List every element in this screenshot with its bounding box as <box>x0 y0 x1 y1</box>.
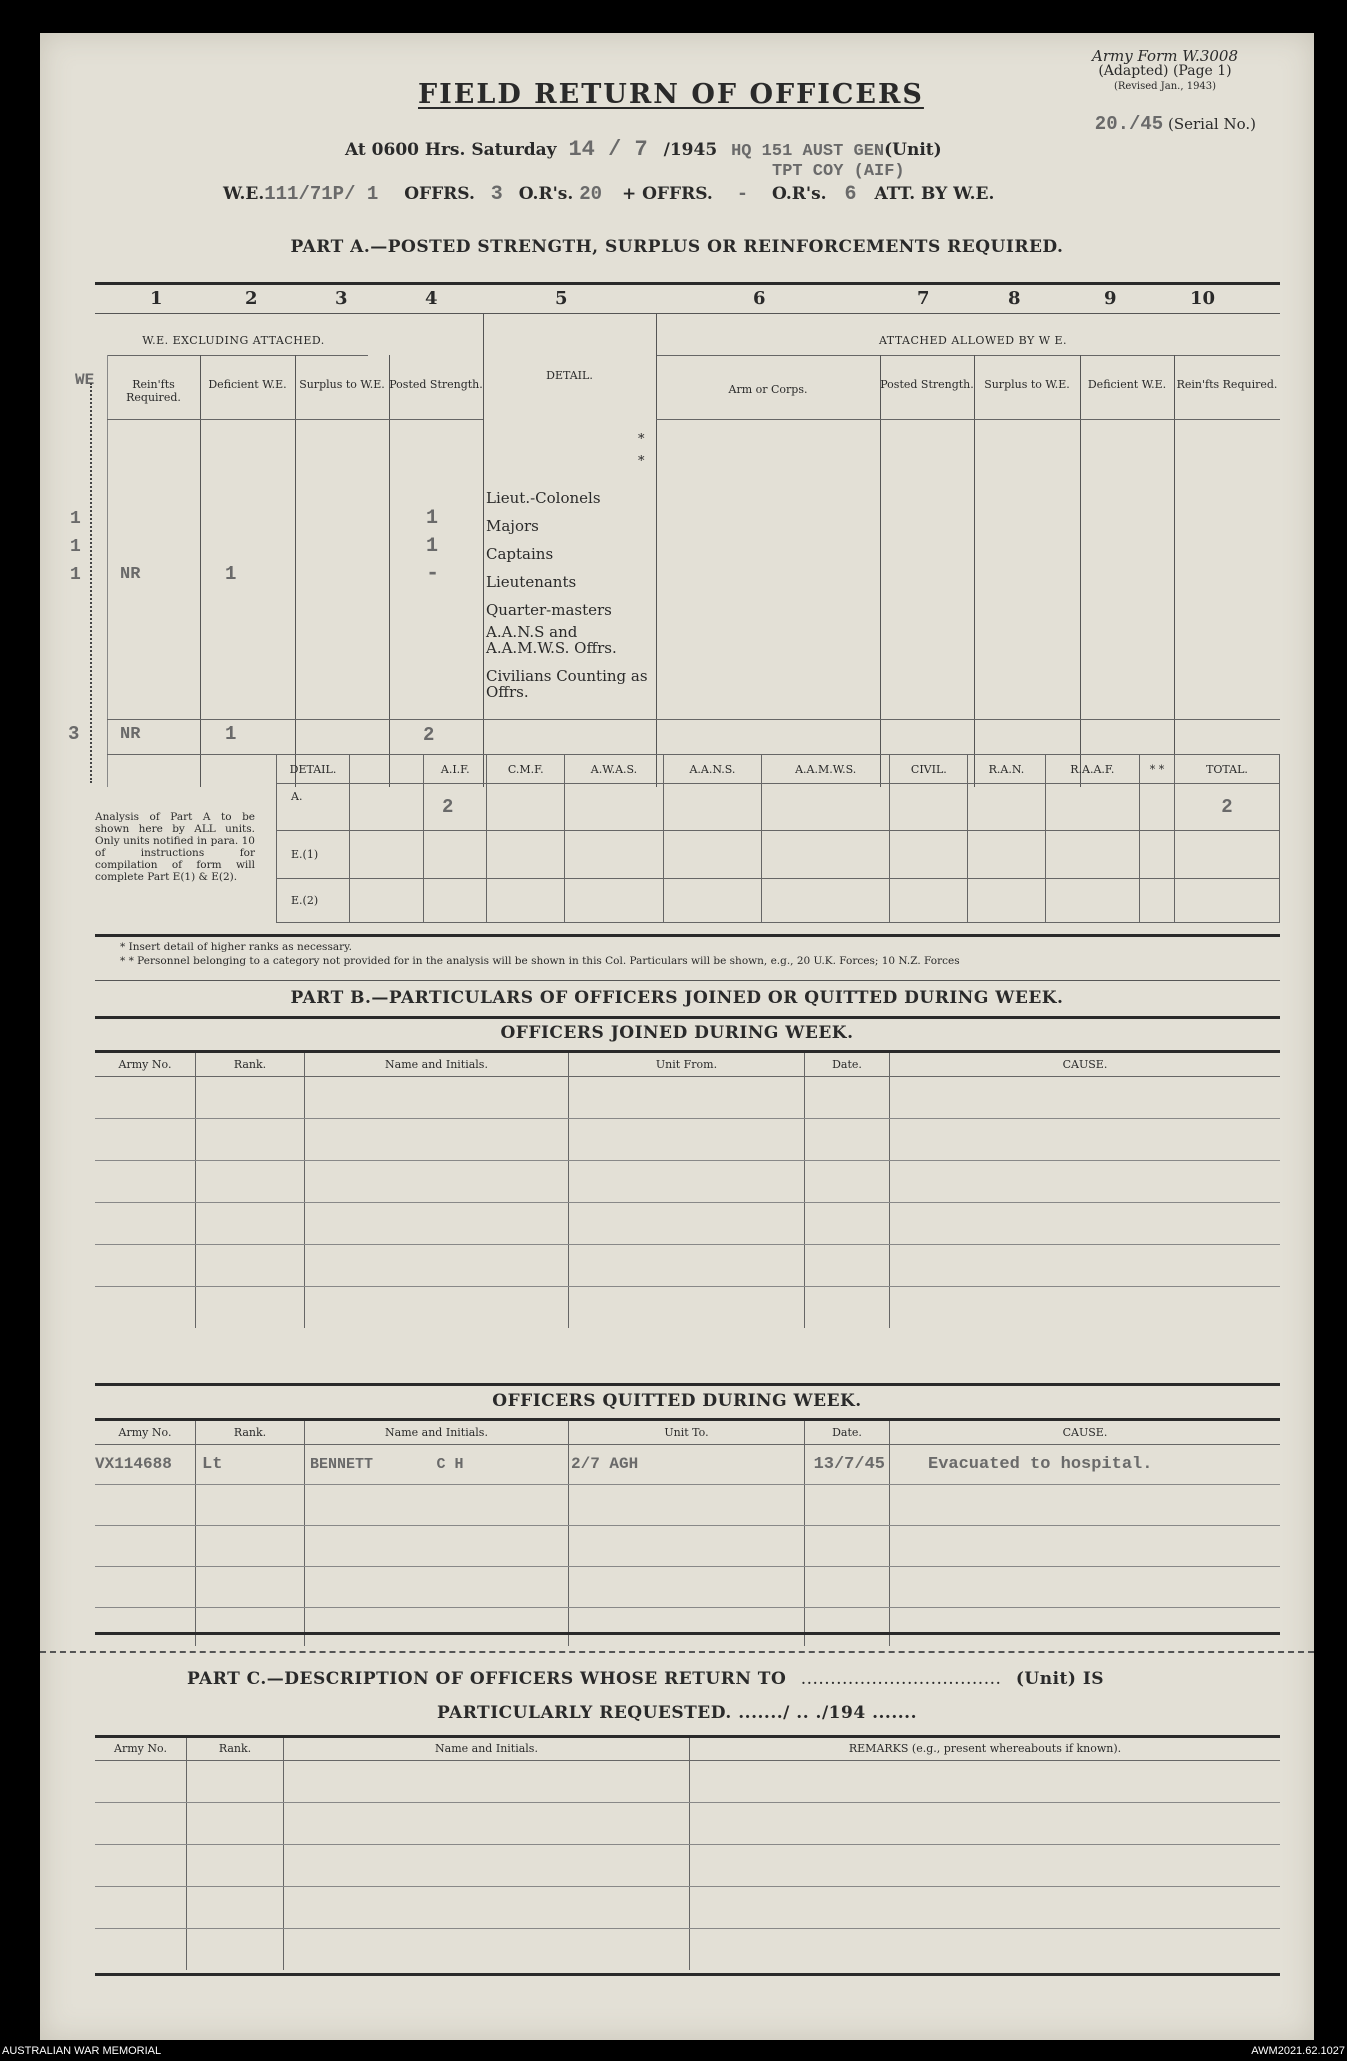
rank-aans: A.A.N.S and A.A.M.W.S. Offrs. <box>486 623 617 657</box>
form-revised: (Revised Jan., 1943) <box>1113 81 1217 92</box>
analysis-h-raaf: R.A.A.F. <box>1045 755 1139 784</box>
analysis-h-aif: A.I.F. <box>424 755 487 784</box>
quitted-date: 13/7/45 <box>805 1444 890 1484</box>
joined-row <box>95 1160 1280 1202</box>
analysis-h-blank <box>350 755 424 784</box>
part-c-title-post: (Unit) IS <box>1015 1669 1105 1689</box>
rank-lieutenants: Lieutenants <box>486 573 577 591</box>
analysis-note: Analysis of Part A to be shown here by ALL units. Only units notified in para. 10 of instructions for compilation of form will complete Part E(1) & E(2). <box>95 811 255 883</box>
footer-institution: AUSTRALIAN WAR MEMORIAL <box>2 2045 162 2057</box>
quitted-cause: Evacuated to hospital. <box>890 1444 1281 1484</box>
quitted-h-name: Name and Initials. <box>305 1421 569 1444</box>
joined-row <box>95 1076 1280 1118</box>
header-surplus: Surplus to W.E. <box>299 378 385 391</box>
group-attached: ATTACHED ALLOWED BY W E. <box>878 334 1068 347</box>
analysis-h-awas: A.W.A.S. <box>564 755 663 784</box>
group-we-excluding: W.E. EXCLUDING ATTACHED. <box>142 334 325 347</box>
analysis-h-total: TOTAL. <box>1175 755 1280 784</box>
report-year: /1945 <box>663 140 718 160</box>
ors-label: O.R's. <box>518 184 574 204</box>
quitted-initials: C H <box>436 1455 464 1473</box>
header-deficient: Deficient W.E. <box>208 378 287 391</box>
part-c-h-rank: Rank. <box>187 1738 284 1760</box>
header-att-posted: Posted Strength. <box>880 378 974 391</box>
part-a-title: PART A.—POSTED STRENGTH, SURPLUS OR REINFORCEMENTS REQUIRED. <box>290 237 1064 257</box>
analysis-header-row <box>277 755 1280 784</box>
we-line <box>223 183 994 206</box>
posted-lieuts: - <box>426 561 440 586</box>
plus-offrs-value: - <box>736 183 749 205</box>
sub-rule-left <box>107 419 483 420</box>
part-a-rule-2 <box>95 313 1280 314</box>
asterisk-marks: * * <box>638 432 645 469</box>
quitted-h-rank: Rank. <box>196 1421 305 1444</box>
col-num-7: 7 <box>917 288 930 309</box>
lieut-deficient: 1 <box>225 563 237 585</box>
quitted-h-cause: CAUSE. <box>890 1421 1281 1444</box>
group-right-rule <box>656 355 1280 356</box>
analysis-row-a-label: A. <box>277 784 350 831</box>
margin-count-majors: 1 <box>70 509 81 529</box>
group-left-rule <box>107 355 368 356</box>
col-num-5: 5 <box>555 288 568 309</box>
part-c-h-army-no: Army No. <box>95 1738 187 1760</box>
posted-captains: 1 <box>426 535 439 558</box>
header-reinfts: Rein'fts Required. <box>126 378 181 404</box>
part-c-header-row <box>95 1738 1280 1760</box>
quitted-unit-to: 2/7 AGH <box>569 1444 805 1484</box>
col-num-10: 10 <box>1190 288 1216 309</box>
part-c-row <box>95 1760 1280 1802</box>
unit-name: HQ 151 AUST GEN <box>731 142 885 161</box>
margin-counts <box>70 505 81 589</box>
analysis-h-detail: DETAIL. <box>277 755 350 784</box>
quitted-row <box>95 1566 1280 1607</box>
margin-count-lieuts: 1 <box>70 565 81 585</box>
rank-lieut-colonels: Lieut.-Colonels <box>486 489 601 507</box>
offrs-value: 3 <box>490 183 503 206</box>
joined-h-name: Name and Initials. <box>305 1053 569 1076</box>
quitted-h-unit-to: Unit To. <box>569 1421 805 1444</box>
margin-total: 3 <box>68 723 80 745</box>
form-number: Army Form W.3008 <box>1092 47 1238 65</box>
att-label: ATT. BY W.E. <box>874 184 995 204</box>
analysis-a-total: 2 <box>1175 784 1280 831</box>
total-reinfts: NR <box>120 725 141 744</box>
vline-a4 <box>483 313 484 787</box>
unit-name-line2: TPT COY (AIF) <box>772 162 905 181</box>
part-b-rule <box>95 1016 1280 1019</box>
offrs-label: OFFRS. <box>404 184 475 204</box>
col-num-6: 6 <box>753 288 766 309</box>
joined-row <box>95 1244 1280 1286</box>
report-date: 14 / 7 <box>568 137 648 162</box>
we-value: 111/71P/ 1 <box>264 183 379 205</box>
quitted-table <box>95 1421 1280 1646</box>
analysis-row-a <box>277 784 1280 831</box>
quitted-rank: Lt <box>196 1444 305 1484</box>
part-b-top-rule <box>95 980 1280 981</box>
form-title: FIELD RETURN OF OFFICERS <box>418 79 924 110</box>
header-line <box>345 137 942 162</box>
quitted-header-row <box>95 1421 1280 1444</box>
margin-we: WE <box>75 371 95 389</box>
analysis-a-aif: 2 <box>424 784 487 831</box>
plus-offrs-label: + OFFRS. <box>621 184 713 204</box>
serial-value: 20./45 <box>1094 113 1164 135</box>
header-detail: DETAIL. <box>546 369 593 382</box>
col-num-4: 4 <box>425 288 438 309</box>
analysis-table <box>276 754 1280 923</box>
margin-bracket <box>90 383 92 783</box>
part-c-line2: PARTICULARLY REQUESTED. ......./ .. ./194 ....... <box>436 1703 918 1723</box>
report-time-label: At 0600 Hrs. Saturday <box>345 140 557 160</box>
joined-h-rank: Rank. <box>196 1053 305 1076</box>
sub-rule-right <box>656 419 1280 420</box>
serial-number <box>1095 113 1256 135</box>
joined-bottom-rule <box>95 1383 1280 1386</box>
quitted-entry-row <box>95 1444 1280 1484</box>
joined-row <box>95 1202 1280 1244</box>
analysis-row-e2 <box>277 879 1280 923</box>
rank-civilians: Civilians Counting as Offrs. <box>486 667 648 701</box>
perforation-line <box>40 1651 1314 1653</box>
col-num-3: 3 <box>335 288 348 309</box>
part-c-table <box>95 1738 1280 1970</box>
joined-table <box>95 1053 1280 1328</box>
joined-row <box>95 1286 1280 1328</box>
analysis-row-e1-label: E.(1) <box>277 831 350 879</box>
ors2-label: O.R's. <box>772 184 827 204</box>
part-c-unit-blank: .................................. <box>800 1669 1002 1689</box>
posted-majors: 1 <box>426 507 439 530</box>
analysis-h-other: * * <box>1139 755 1174 784</box>
analysis-h-civil: CIVIL. <box>890 755 968 784</box>
margin-count-captains: 1 <box>70 537 81 557</box>
part-c-bottom-rule <box>95 1973 1280 1976</box>
analysis-h-aans: A.A.N.S. <box>663 755 761 784</box>
col-num-9: 9 <box>1104 288 1117 309</box>
quitted-h-date: Date. <box>805 1421 890 1444</box>
column-numbers <box>95 285 1280 312</box>
analysis-row-e2-label: E.(2) <box>277 879 350 923</box>
header-att-reinfts: Rein'fts Required. <box>1176 378 1278 391</box>
col-num-2: 2 <box>245 288 258 309</box>
quitted-bottom-rule <box>95 1632 1280 1635</box>
rank-captains: Captains <box>486 545 554 563</box>
archive-footer <box>0 2041 1347 2061</box>
footer-accession: AWM2021.62.1027 <box>1251 2045 1345 2057</box>
footnotes <box>120 940 960 968</box>
col-num-8: 8 <box>1008 288 1021 309</box>
joined-h-unit-from: Unit From. <box>569 1053 805 1076</box>
footnote-1: * Insert detail of higher ranks as necessary. <box>120 941 352 953</box>
quitted-row <box>95 1484 1280 1525</box>
ors2-value: 6 <box>844 183 857 206</box>
rank-list <box>486 484 656 700</box>
joined-row <box>95 1118 1280 1160</box>
quitted-army-no: VX114688 <box>95 1444 196 1484</box>
quitted-h-army-no: Army No. <box>95 1421 196 1444</box>
part-c-row <box>95 1928 1280 1970</box>
part-c-row <box>95 1886 1280 1928</box>
header-att-surplus: Surplus to W.E. <box>984 378 1070 391</box>
ors-value: 20 <box>579 183 603 205</box>
joined-h-cause: CAUSE. <box>890 1053 1281 1076</box>
we-label: W.E. <box>223 184 265 204</box>
part-c-h-name: Name and Initials. <box>284 1738 690 1760</box>
quitted-row <box>95 1525 1280 1566</box>
header-att-deficient: Deficient W.E. <box>1087 378 1167 391</box>
analysis-bottom-rule <box>95 934 1280 937</box>
joined-h-army-no: Army No. <box>95 1053 196 1076</box>
analysis-row-e1 <box>277 831 1280 879</box>
quitted-title: OFFICERS QUITTED DURING WEEK. <box>492 1391 862 1411</box>
analysis-h-cmf: C.M.F. <box>487 755 565 784</box>
unit-label: (Unit) <box>884 140 942 160</box>
total-deficient: 1 <box>225 723 237 745</box>
form-adapted: (Adapted) (Page 1) <box>1098 63 1232 79</box>
part-c-title-pre: PART C.—DESCRIPTION OF OFFICERS WHOSE RETURN TO <box>187 1669 787 1689</box>
lieut-reinfts: NR <box>120 565 141 584</box>
quitted-name: BENNETT <box>310 1455 374 1473</box>
part-c-row <box>95 1844 1280 1886</box>
total-posted: 2 <box>423 724 435 746</box>
col-num-1: 1 <box>150 288 163 309</box>
quitted-name-cell <box>305 1444 569 1484</box>
analysis-h-ran: R.A.N. <box>968 755 1045 784</box>
analysis-h-aamws: A.A.M.W.S. <box>761 755 890 784</box>
form-paper <box>40 33 1314 2040</box>
part-c-title <box>187 1669 1104 1689</box>
joined-header-row <box>95 1053 1280 1076</box>
rank-majors: Majors <box>486 517 539 535</box>
header-arm-corps: Arm or Corps. <box>728 383 808 396</box>
part-b-title: PART B.—PARTICULARS OF OFFICERS JOINED OR QUITTED DURING WEEK. <box>290 988 1064 1008</box>
header-posted: Posted Strength. <box>389 378 483 391</box>
joined-h-date: Date. <box>805 1053 890 1076</box>
form-id <box>1092 49 1238 94</box>
part-c-row <box>95 1802 1280 1844</box>
footnote-2: * * Personnel belonging to a category not provided for in the analysis will be shown in this Col. Particulars will be shown, e.g., 20 U.K. Forces; 10 N.Z. Forces <box>120 955 960 967</box>
part-c-h-remarks: REMARKS (e.g., present whereabouts if known). <box>690 1738 1281 1760</box>
quitted-row <box>95 1607 1280 1646</box>
rank-quartermasters: Quarter-masters <box>486 601 612 619</box>
joined-title: OFFICERS JOINED DURING WEEK. <box>500 1023 854 1043</box>
serial-label: (Serial No.) <box>1168 115 1256 133</box>
total-row-rule <box>107 719 1280 720</box>
